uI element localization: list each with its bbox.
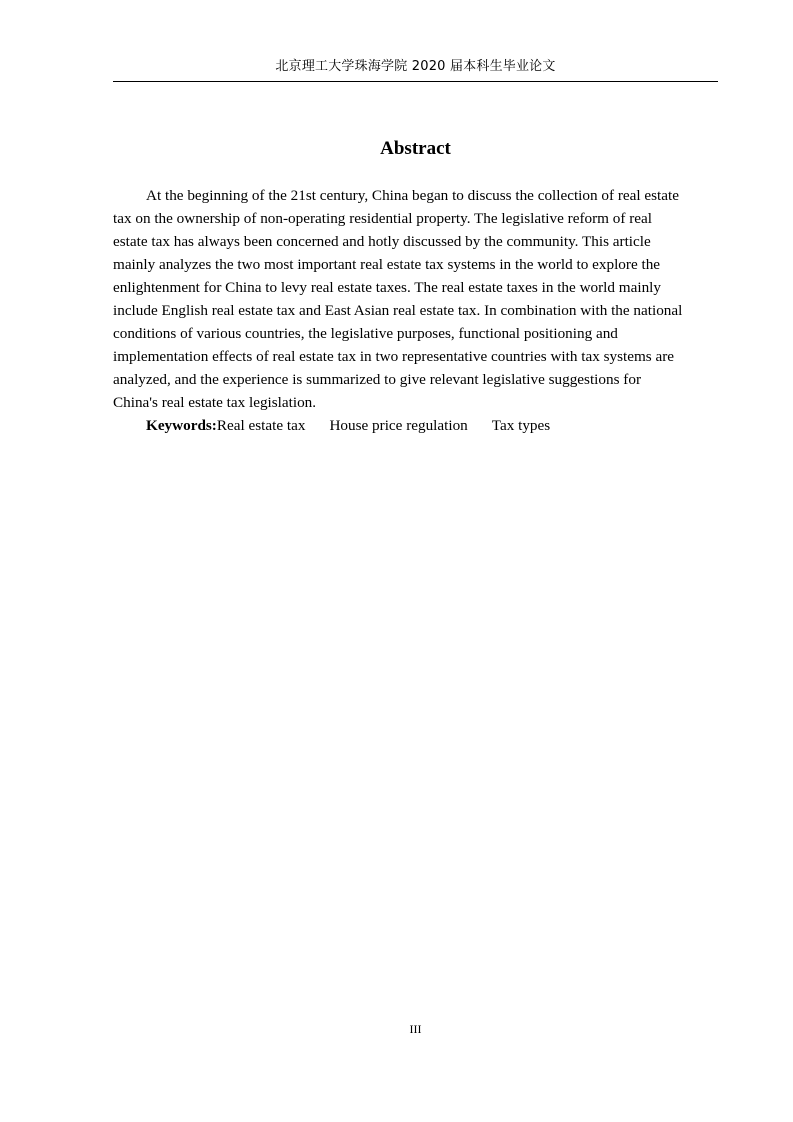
- abstract-line: conditions of various countries, the legislative purposes, functional positioning and: [113, 325, 618, 342]
- abstract-line: analyzed, and the experience is summarized to give relevant legislative suggestions for: [113, 371, 642, 388]
- abstract-line: mainly analyzes the two most important real estate tax systems in the world to explore the: [113, 256, 661, 273]
- keywords-label: Keywords:: [146, 417, 217, 434]
- keyword-item: House price regulation: [329, 417, 468, 434]
- abstract-line: implementation effects of real estate tax in two representative countries with tax systems are: [113, 348, 675, 365]
- abstract-line: enlightenment for China to levy real estate taxes. The real estate taxes in the world mainly: [113, 279, 661, 296]
- abstract-line: estate tax has always been concerned and hotly discussed by the community. This article: [113, 233, 651, 250]
- keyword-item: Tax types: [491, 417, 551, 434]
- keywords-line: [113, 414, 718, 437]
- page-number: III: [409, 1022, 422, 1036]
- keyword-item: Real estate tax: [216, 417, 306, 434]
- page-header: 北京理工大学珠海学院 2020 届本科生毕业论文: [275, 59, 556, 74]
- abstract-line: include English real estate tax and East Asian real estate tax. In combination with the national: [113, 302, 683, 319]
- abstract-line: tax on the ownership of non-operating residential property. The legislative reform of real: [113, 210, 652, 227]
- abstract-body: [113, 184, 718, 437]
- abstract-line: At the beginning of the 21st century, China began to discuss the collection of real estate: [146, 187, 679, 204]
- abstract-line: China's real estate tax legislation.: [113, 394, 317, 411]
- header-divider: [113, 81, 718, 82]
- abstract-title: Abstract: [380, 138, 451, 159]
